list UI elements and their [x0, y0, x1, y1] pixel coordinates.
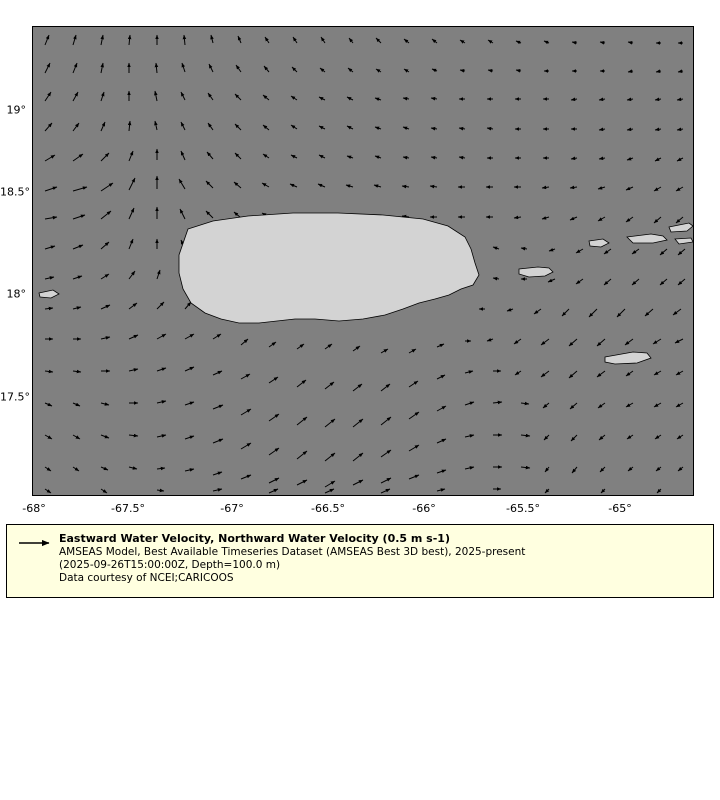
puerto-rico-landmass [179, 213, 479, 323]
y-tick-label: 18.5° [0, 185, 30, 199]
reference-vector-arrow-icon [17, 537, 57, 549]
eastern-islet [675, 238, 693, 244]
mona-islet [39, 290, 59, 298]
land-polygons [33, 27, 693, 495]
y-axis [0, 26, 30, 496]
legend-line-time: (2025-09-26T15:00:00Z, Depth=100.0 m) [59, 559, 281, 571]
x-tick-label: -65° [608, 502, 632, 515]
x-tick-label: -68° [22, 502, 46, 515]
st-croix-island [605, 352, 651, 364]
x-tick-label: -66° [412, 502, 436, 515]
map-plot-area[interactable] [32, 26, 694, 496]
legend-text-block [59, 532, 705, 585]
legend-panel [6, 524, 714, 598]
y-tick-label: 19° [6, 103, 26, 117]
tortola-island [669, 223, 693, 232]
x-tick-label: -66.5° [311, 502, 345, 515]
legend-line-credit: Data courtesy of NCEI;CARICOOS [59, 572, 234, 584]
x-tick-label: -65.5° [506, 502, 540, 515]
y-tick-label: 18° [6, 287, 26, 301]
x-tick-label: -67.5° [111, 502, 145, 515]
culebra-island [589, 239, 609, 247]
vieques-island [519, 267, 553, 277]
legend-title: Eastward Water Velocity, Northward Water Velocity (0.5 m s-1) [59, 532, 450, 545]
x-tick-label: -67° [220, 502, 244, 515]
y-tick-label: 17.5° [0, 390, 30, 404]
legend-line-model: AMSEAS Model, Best Available Timeseries Dataset (AMSEAS Best 3D best), 2025-present [59, 546, 526, 558]
x-axis [0, 500, 720, 518]
st-thomas-island [627, 234, 667, 243]
